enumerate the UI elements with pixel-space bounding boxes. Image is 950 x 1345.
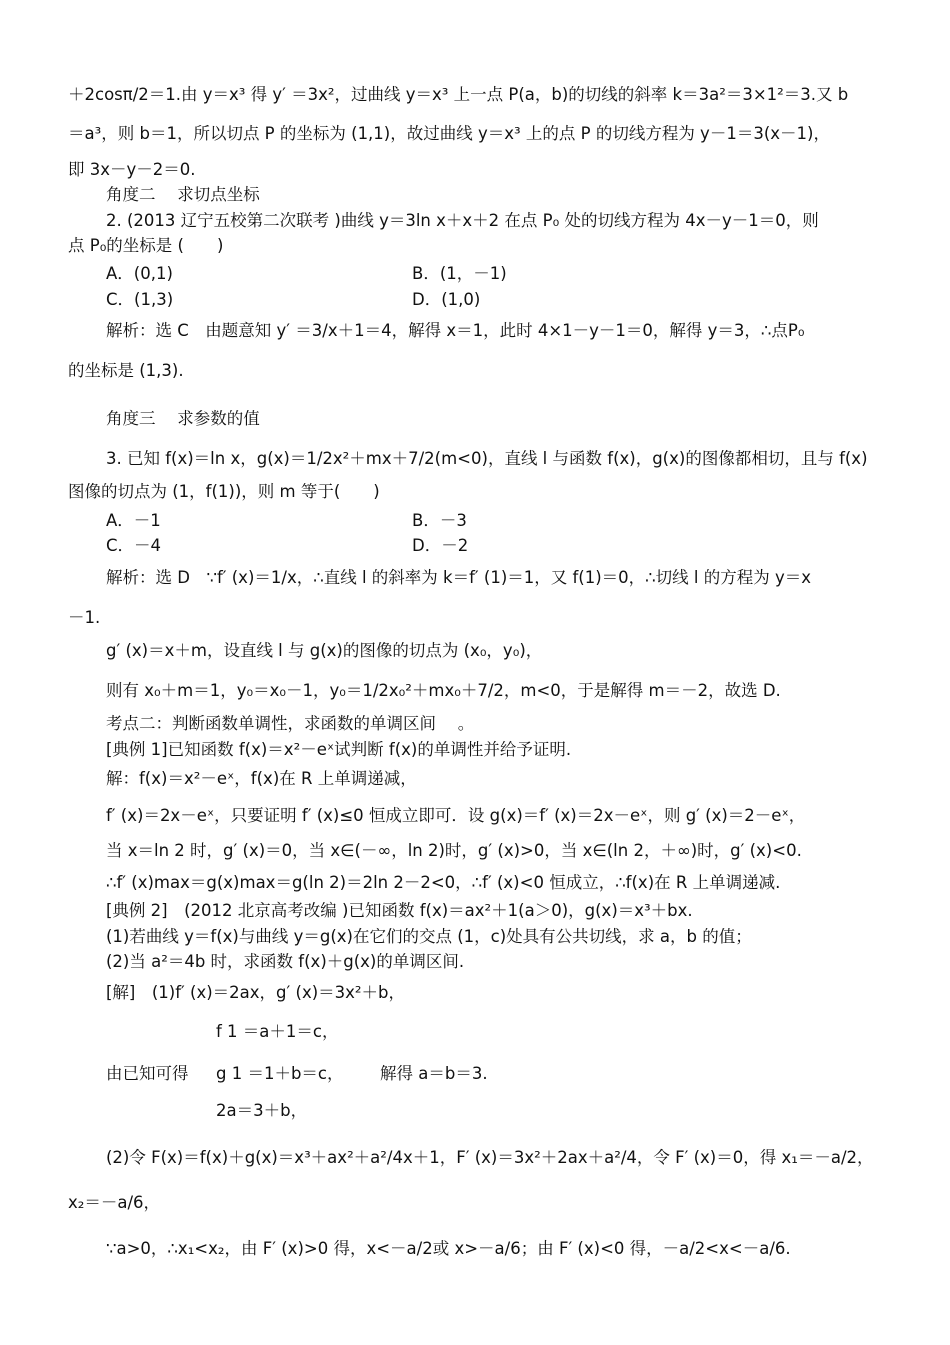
solution-text: 解：f(x)＝x²－eˣ，f(x)在 R 上单调递减， (106, 769, 417, 788)
equation-line: g 1 ＝1＋b＝c， (216, 1064, 344, 1083)
solution-text: －1. (68, 608, 101, 627)
solution-text: ∴f′ (x)max＝g(x)max＝g(ln 2)＝2ln 2－2<0，∴f′ (x)<0 恒成立，∴f(x)在 R 上单调递减. (106, 873, 781, 892)
option-b: B．－3 (412, 511, 467, 530)
text-line: ＋2cosπ/2＝1.由 y＝x³ 得 y′ ＝3x²，过曲线 y＝x³ 上一点 P(a，b)的切线的斜率 k＝3a²＝3×1²＝3.又 b (68, 85, 849, 104)
text-line: ＝a³，则 b＝1，所以切点 P 的坐标为 (1,1)，故过曲线 y＝x³ 上的点 P 的切线方程为 y－1＝3(x－1)， (68, 124, 830, 143)
solution-text: 的坐标是 (1,3). (68, 361, 184, 380)
example-text: [典例 1]已知函数 f(x)＝x²－eˣ试判断 f(x)的单调性并给予证明. (106, 740, 572, 759)
question-text: 2. (2013 辽宁五校第二次联考 )曲线 y＝3ln x＋x＋2 在点 P₀ 处的切线方程为 4x－y－1＝0，则 (106, 211, 819, 230)
question-text: 3. 已知 f(x)＝ln x，g(x)＝1/2x²＋mx＋7/2(m<0)，直线 l 与函数 f(x)，g(x)的图像都相切，且与 f(x) (106, 449, 868, 468)
solution-text: ∵a>0，∴x₁<x₂，由 F′ (x)>0 得，x<－a/2或 x>－a/6；由 F′ (x)<0 得，－a/2<x<－a/6. (106, 1239, 791, 1258)
equation-line: 2a＝3＋b， (216, 1101, 308, 1120)
example-text: (1)若曲线 y＝f(x)与曲线 y＝g(x)在它们的交点 (1，c)处具有公共切线，求 a，b 的值； (106, 927, 752, 946)
text-line: 即 3x－y－2＝0. (68, 160, 196, 179)
option-c: C．(1,3) (106, 290, 174, 309)
section-heading: 角度三 求参数的值 (106, 409, 260, 428)
solution-text: x₂＝－a/6， (68, 1193, 161, 1212)
example-text: (2)当 a²＝4b 时，求函数 f(x)＋g(x)的单调区间. (106, 952, 465, 971)
solution-text: 则有 x₀＋m＝1，y₀＝x₀－1，y₀＝1/2x₀²＋mx₀＋7/2，m<0，于是解得 m＝－2，故选 D. (106, 681, 781, 700)
question-text: 图像的切点为 (1，f(1))，则 m 等于( ) (68, 482, 380, 501)
example-text: [典例 2] (2012 北京高考改编 )已知函数 f(x)＝ax²＋1(a＞0)，g(x)＝x³＋bx. (106, 901, 693, 920)
solution-text: 解析：选 D ∵f′ (x)＝1/x，∴直线 l 的斜率为 k＝f′ (1)＝1，又 f(1)＝0，∴切线 l 的方程为 y＝x (106, 568, 812, 587)
option-d: D．(1,0) (412, 290, 481, 309)
option-c: C．－4 (106, 536, 162, 555)
option-a: A．－1 (106, 511, 161, 530)
solution-text: 解析：选 C 由题意知 y′ ＝3/x＋1＝4，解得 x＝1，此时 4×1－y－1＝0，解得 y＝3，∴点P₀ (106, 321, 805, 340)
solution-text: 当 x＝ln 2 时，g′ (x)＝0，当 x∈(－∞，ln 2)时，g′ (x)>0，当 x∈(ln 2，＋∞)时，g′ (x)<0. (106, 841, 802, 860)
option-b: B．(1，－1) (412, 264, 507, 283)
question-text: 点 P₀的坐标是 ( ) (68, 236, 224, 255)
solution-text: 由已知可得 (106, 1064, 189, 1083)
section-heading: 角度二 求切点坐标 (106, 185, 260, 204)
option-d: D．－2 (412, 536, 469, 555)
solution-text: [解] (1)f′ (x)＝2ax，g′ (x)＝3x²＋b， (106, 983, 406, 1002)
equation-line: f 1 ＝a＋1＝c， (216, 1022, 339, 1041)
solution-text: 解得 a＝b＝3. (380, 1064, 488, 1083)
solution-text: (2)令 F(x)＝f(x)＋g(x)＝x³＋ax²＋a²/4x＋1，F′ (x)＝3x²＋2ax＋a²/4，令 F′ (x)＝0，得 x₁＝－a/2， (106, 1148, 874, 1167)
option-a: A．(0,1) (106, 264, 173, 283)
section-heading: 考点二：判断函数单调性，求函数的单调区间 。 (106, 714, 475, 733)
solution-text: g′ (x)＝x＋m，设直线 l 与 g(x)的图像的切点为 (x₀，y₀)， (106, 641, 543, 660)
solution-text: f′ (x)＝2x－eˣ，只要证明 f′ (x)≤0 恒成立即可．设 g(x)＝f′ (x)＝2x－eˣ，则 g′ (x)＝2－eˣ， (106, 806, 806, 825)
